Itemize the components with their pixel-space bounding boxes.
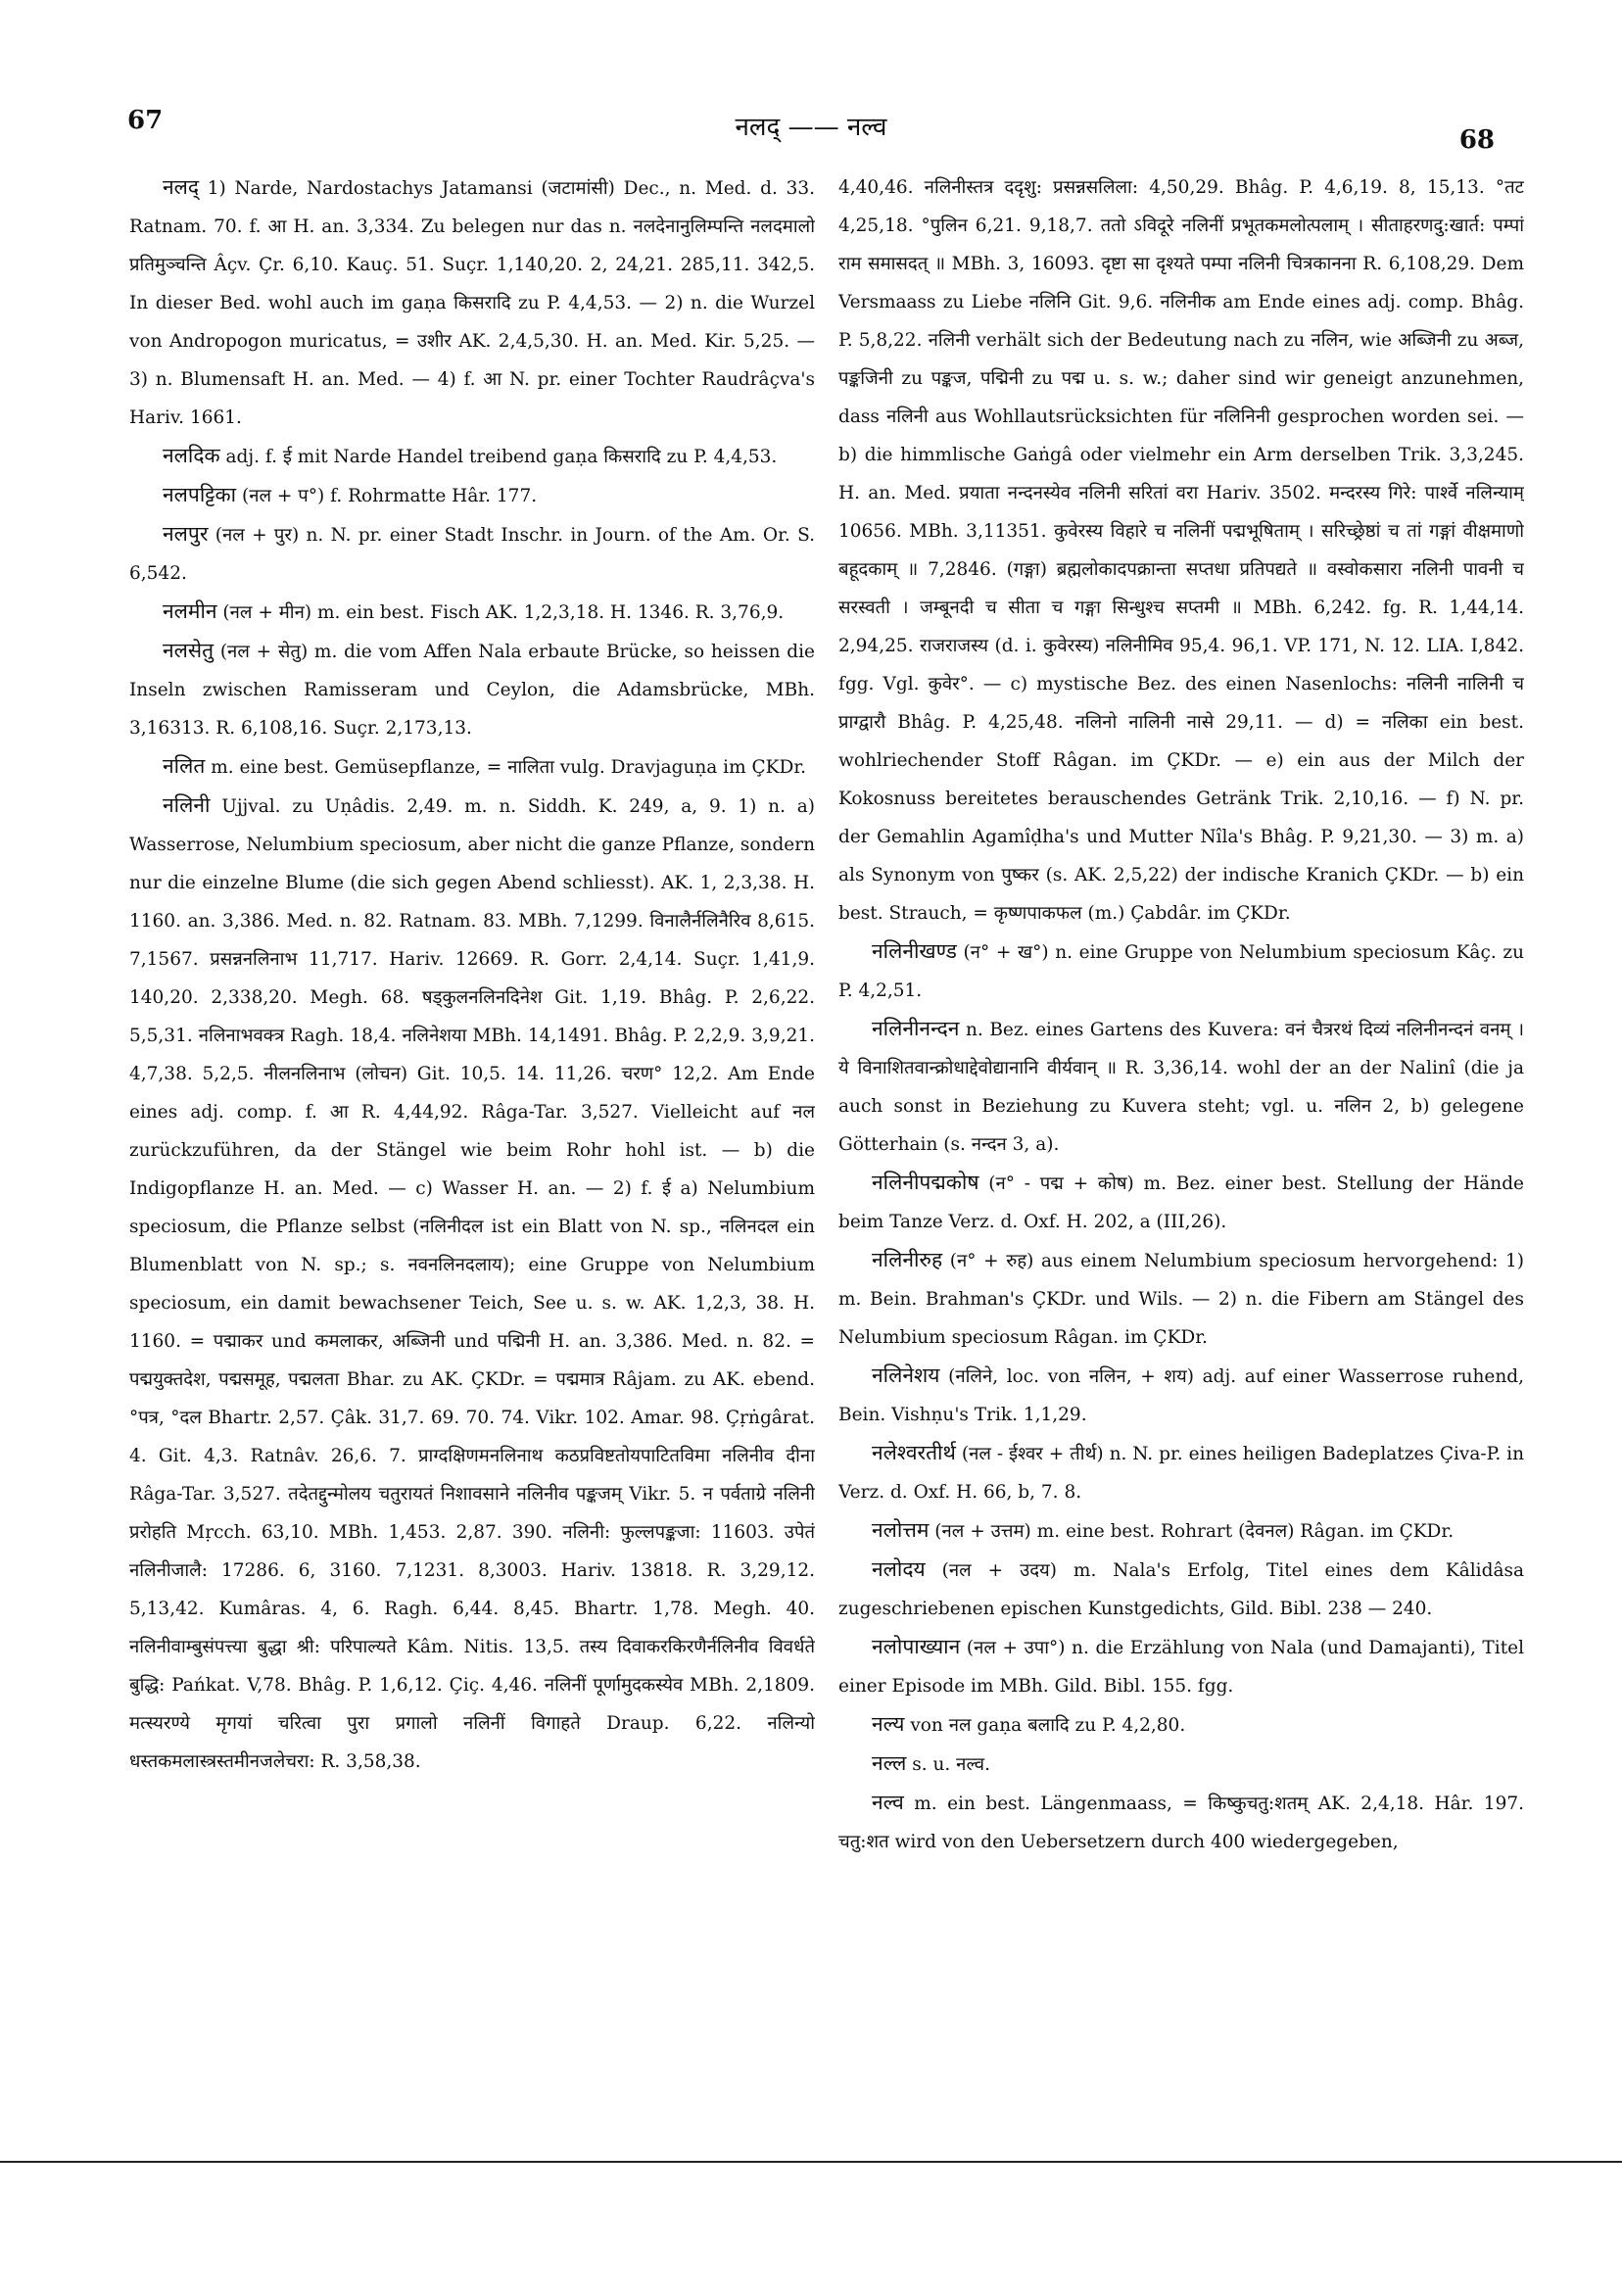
page-number-right: 68 xyxy=(1458,125,1495,155)
dictionary-entry xyxy=(129,168,815,437)
entry-body: (नल + मीन) m. ein best. Fisch AK. 1,2,3,18. H. 1346. R. 3,76,9. xyxy=(216,602,785,623)
entry-headword: नलिनीरुह xyxy=(872,1248,943,1271)
entry-body: adj. f. ई mit Narde Handel treibend gaṇa किसरादि zu P. 4,4,53. xyxy=(219,447,778,467)
entry-headword: नलसेतु xyxy=(163,639,215,662)
dictionary-entry xyxy=(129,593,815,632)
entry-body: (न° + ख°) n. eine Gruppe von Nelumbium speciosum Kâç. zu P. 4,2,51. xyxy=(838,942,1524,1001)
entry-headword: नलोपाख्यान xyxy=(872,1635,961,1658)
entry-headword: नलिनीपद्मकोष xyxy=(872,1171,979,1194)
dictionary-entry xyxy=(838,168,1524,933)
page-number-left: 67 xyxy=(127,106,164,135)
dictionary-entry xyxy=(129,787,815,1781)
page-header xyxy=(127,98,1495,157)
dictionary-entry xyxy=(838,1551,1524,1628)
entry-headword: नलमीन xyxy=(163,599,217,623)
dictionary-entry xyxy=(838,1705,1524,1745)
entry-body: m. ein best. Längenmaass, = किष्कुचतु:शतम् AK. 2,4,18. Hâr. 197. चतु:शत wird von den Uebersetzern durch 400 wiedergegeben, xyxy=(838,1794,1524,1852)
entry-body: (न° - पद्म + कोष) m. Bez. einer best. Stellung der Hände beim Tanze Verz. d. Oxf. H. 202, a (III,26). xyxy=(838,1173,1524,1232)
dictionary-entry xyxy=(129,476,815,515)
dictionary-entry xyxy=(838,933,1524,1010)
dictionary-entry xyxy=(129,632,815,747)
dictionary-entry xyxy=(838,1745,1524,1784)
dictionary-entry xyxy=(838,1241,1524,1357)
entry-headword: नलपुर xyxy=(163,522,209,546)
entry-headword: नलिनी xyxy=(163,793,211,817)
entry-headword: नलपट्टिका xyxy=(163,483,237,506)
entry-headword: नलोदय xyxy=(872,1557,926,1581)
entry-body: n. Bez. eines Gartens des Kuvera: वनं चैत्ररथं दिव्यं नलिनीनन्दनं वनम् । ये विनाशितवान्क्रोधाद्देवोद्यानानि वीर्यवान् ॥ R. 3,36,14. wohl der an der Nalinî (die ja auch sonst in Beziehung zu Kuvera steht; vgl. u. नलिन 2, b) gelegene Götterhain (s. नन्दन 3, a). xyxy=(838,1020,1524,1155)
dictionary-entry xyxy=(129,437,815,476)
entry-body: 4,40,46. नलिनीस्तत्र ददृशु: प्रसन्नसलिला: 4,50,29. Bhâg. P. 4,6,19. 8, 15,13. °तट 4,25,18. °पुलिन 6,21. 9,18,7. ततो ऽविदूरे नलिनीं प्रभूतकमलोत्पलाम् । सीताहरणदु:खार्त: पम्पां राम समासदत् ॥ MBh. 3, 16093. दृष्टा सा दृश्यते पम्पा नलिनी चित्रकानना R. 6,108,29. Dem Versmaass zu Liebe नलिनि Git. 9,6. नलिनीक am Ende eines adj. comp. Bhâg. P. 5,8,22. नलिनी verhält sich der Bedeutung nach zu नलिन, wie अब्जिनी zu अब्ज, पङ्कजिनी zu पङ्कज, पद्मिनी zu पद्म u. s. w.; daher sind wir geneigt anzunehmen, dass नलिनी aus Wohllautsrücksichten für नलिनिनी gesprochen worden sei. — b) die himmlische Gaṅgâ oder vielmehr ein Arm derselben Trik. 3,3,245. H. an. Med. प्रयाता नन्दनस्येव नलिनी सरितां वरा Hariv. 3502. मन्दरस्य गिरे: पार्श्वे नलिन्याम् 10656. MBh. 3,11351. कुवेरस्य विहारे च नलिनीं पद्मभूषिताम् । सरिच्छ्रेष्ठां च तां गङ्गां वीक्षमाणो बहूदकाम् ॥ 7,2846. (गङ्गा) ब्रह्मलोकादपक्रान्ता सप्तधा प्रतिपद्यते ॥ वस्वोकसारा नलिनी पावनी च सरस्वती । जम्बूनदी च सीता च गङ्गा सिन्धुश्च सप्तमी ॥ MBh. 6,242. fg. R. 1,44,14. 2,94,25. राजराजस्य (d. i. कुवेरस्य) नलिनीमिव 95,4. 96,1. VP. 171, N. 12. LIA. I,842. fgg. Vgl. कुवेर°. — c) mystische Bez. des einen Nasenlochs: नलिनी नालिनी च प्राग्द्वारौ Bhâg. P. 4,25,48. नलिनो नालिनी नासे 29,11. — d) = नलिका ein best. wohlriechender Stoff Râgan. im ÇKDr. — e) ein aus der Milch der Kokosnuss bereitetes berauschendes Getränk Trik. 2,10,16. — f) N. pr. der Gemahlin Agamîḍha's und Mutter Nîla's Bhâg. P. 9,21,30. — 3) m. a) als Synonym von पुष्कर (s. AK. 2,5,22) der indische Kranich ÇKDr. — b) ein best. Strauch, = कृष्णपाकफल (m.) Çabdâr. im ÇKDr. xyxy=(838,177,1524,924)
entry-body: Ujjval. zu Uṇâdis. 2,49. m. n. Siddh. K. 249, a, 9. 1) n. a) Wasserrose, Nelumbium speciosum, aber nicht die ganze Pflanze, sondern nur die einzelne Blume (die sich gegen Abend schliesst). AK. 1, 2,3,38. H. 1160. an. 3,386. Med. n. 82. Ratnam. 83. MBh. 7,1299. विनालैर्नलिनैरिव 8,615. 7,1567. प्रसन्ननलिनाभ 11,717. Hariv. 12669. R. Gorr. 2,4,14. Suçr. 1,41,9. 140,20. 2,338,20. Megh. 68. षड्कुलनलिनदिनेश Git. 1,19. Bhâg. P. 2,6,22. 5,5,31. नलिनाभवक्त्र Ragh. 18,4. नलिनेशया MBh. 14,1491. Bhâg. P. 2,2,9. 3,9,21. 4,7,38. 5,2,5. नीलनलिनाभ (लोचन) Git. 10,5. 14. 11,26. चरण° 12,2. Am Ende eines adj. comp. f. आ R. 4,44,92. Râga-Tar. 3,527. Vielleicht auf नल zurückzuführen, da der Stängel wie beim Rohr hohl ist. — b) die Indigopflanze H. an. Med. — c) Wasser H. an. — 2) f. ई a) Nelumbium speciosum, die Pflanze selbst (नलिनीदल ist ein Blatt von N. sp., नलिनदल ein Blumenblatt von N. sp.; s. नवनलिनदलाय); eine Gruppe von Nelumbium speciosum, ein damit bewachsener Teich, See u. s. w. AK. 1,2,3, 38. H. 1160. = पद्माकर und कमलाकर, अब्जिनी und पद्मिनी H. an. 3,386. Med. n. 82. = पद्मयुक्तदेश, पद्मसमूह, पद्मलता Bhar. zu AK. ÇKDr. = पद्ममात्र Râjam. zu AK. ebend. °पत्र, °दल Bhartr. 2,57. Çâk. 31,7. 69. 70. 74. Vikr. 102. Amar. 98. Çṛṅgârat. 4. Git. 4,3. Ratnâv. 26,6. 7. प्राग्दक्षिणमनलिनाथ कठप्रविष्टतोयपाटितविमा नलिनीव दीना Râga-Tar. 3,527. तदेतद्दुन्मोलय चतुरायतं निशावसाने नलिनीव पङ्कजम् Vikr. 5. न पर्वताग्रे नलिनी प्ररोहति Mṛcch. 63,10. MBh. 1,453. 2,87. 390. नलिनी: फुल्लपङ्कजा: 11603. उपेतं नलिनीजालै: 17286. 6, 3160. 7,1231. 8,3003. Hariv. 13818. R. 3,29,12. 5,13,42. Kumâras. 4, 6. Ragh. 6,44. 8,45. Bhartr. 1,78. Megh. 40. नलिनीवाम्बुसंपत्त्या बुद्धा श्री: परिपाल्यते Kâm. Nitis. 13,5. तस्य दिवाकरकिरणैर्नलिनीव विवर्धते बुद्धि: Pańkat. V,78. Bhâg. P. 1,6,12. Çiç. 4,46. नलिनीं पूर्णामुदकस्येव MBh. 2,1809. मत्स्यरण्ये मृगयां चरित्वा पुरा प्रगालो नलिनीं विगाहते Draup. 6,22. नलिन्यो धस्तकमलास्त्रस्तमीनजलेचरा: R. 3,58,38. xyxy=(129,796,815,1772)
entry-body: (न° + रुह) aus einem Nelumbium speciosum hervorgehend: 1) m. Bein. Brahman's ÇKDr. und Wils. — 2) n. die Fibern am Stängel des Nelumbium speciosum Râgan. im ÇKDr. xyxy=(838,1251,1524,1348)
entry-headword: नलेश्वरतीर्थ xyxy=(872,1441,956,1464)
running-title: नलद् —— नल्व xyxy=(735,113,887,142)
dictionary-entry xyxy=(838,1357,1524,1434)
entry-headword: नल्व xyxy=(872,1791,904,1814)
dictionary-entry xyxy=(129,747,815,787)
dictionary-entry xyxy=(838,1511,1524,1551)
entry-body: (नलिने, loc. von नलिन, + शय) adj. auf einer Wasserrose ruhend, Bein. Vishṇu's Trik. 1,1,29. xyxy=(838,1366,1524,1425)
entry-body: (नल + प°) f. Rohrmatte Hâr. 177. xyxy=(236,486,538,506)
right-column xyxy=(838,168,1524,2049)
entry-body: von नल gaṇa बलादि zu P. 4,2,80. xyxy=(904,1715,1186,1736)
entry-headword: नलित xyxy=(163,754,206,778)
entry-body: (नल - ईश्वर + तीर्थ) n. N. pr. eines heiligen Badeplatzes Çiva-P. in Verz. d. Oxf. H. 66, b, 7. 8. xyxy=(838,1444,1524,1503)
entry-body: (नल + पुर) n. N. pr. einer Stadt Inschr. in Journ. of the Am. Or. S. 6,542. xyxy=(129,525,815,584)
entry-headword: नल्ल xyxy=(872,1751,907,1775)
dictionary-entry xyxy=(838,1434,1524,1511)
entry-headword: नलद् xyxy=(163,175,200,199)
entry-body: (नल + सेतु) m. die vom Affen Nala erbaute Brücke, so heissen die Inseln zwischen Ramisseram und Ceylon, die Adamsbrücke, MBh. 3,16313. R. 6,108,16. Suçr. 2,173,13. xyxy=(129,642,815,739)
dictionary-entry xyxy=(838,1164,1524,1241)
entry-body: 1) Narde, Nardostachys Jatamansi (जटामांसी) Dec., n. Med. d. 33. Ratnam. 70. f. आ H. an. 3,334. Zu belegen nur das n. नलदेनानुलिम्पन्ति नलदमालो प्रतिमुञ्चन्ति Âçv. Çr. 6,10. Kauç. 51. Suçr. 1,140,20. 2, 24,21. 285,11. 342,5. In dieser Bed. wohl auch im gaṇa किसरादि zu P. 4,4,53. — 2) n. die Wurzel von Andropogon muricatus, = उशीर AK. 2,4,5,30. H. an. Med. Kir. 5,25. — 3) n. Blumensaft H. an. Med. — 4) f. आ N. pr. einer Tochter Raudrâçva's Hariv. 1661. xyxy=(129,178,815,428)
entry-body: m. eine best. Gemüsepflanze, = नालिता vulg. Dravjaguṇa im ÇKDr. xyxy=(205,757,807,778)
entry-body: (नल + उपा°) n. die Erzählung von Nala (und Damajanti), Titel einer Episode im MBh. Gild. Bibl. 155. fgg. xyxy=(838,1638,1524,1697)
left-column xyxy=(129,168,815,2108)
entry-headword: नलिनीखण्ड xyxy=(872,939,957,963)
entry-body: (नल + उदय) m. Nala's Erfolg, Titel eines dem Kâlidâsa zugeschriebenen epischen Kunstgedichts, Gild. Bibl. 238 — 240. xyxy=(838,1560,1524,1619)
entry-headword: नल्य xyxy=(872,1712,905,1736)
entry-body: (नल + उत्तम) m. eine best. Rohrart (देवनल) Râgan. im ÇKDr. xyxy=(929,1521,1455,1542)
dictionary-entry xyxy=(838,1784,1524,1861)
dictionary-entry xyxy=(838,1010,1524,1164)
entry-headword: नलिनेशय xyxy=(872,1363,940,1387)
entry-headword: नलोत्तम xyxy=(872,1518,930,1542)
entry-headword: नलदिक xyxy=(163,444,220,467)
entry-headword: नलिनीनन्दन xyxy=(872,1017,960,1040)
dictionary-entry xyxy=(129,515,815,593)
footer-rule xyxy=(0,2161,1622,2163)
dictionary-entry xyxy=(838,1628,1524,1705)
entry-body: s. u. नल्व. xyxy=(906,1754,990,1775)
